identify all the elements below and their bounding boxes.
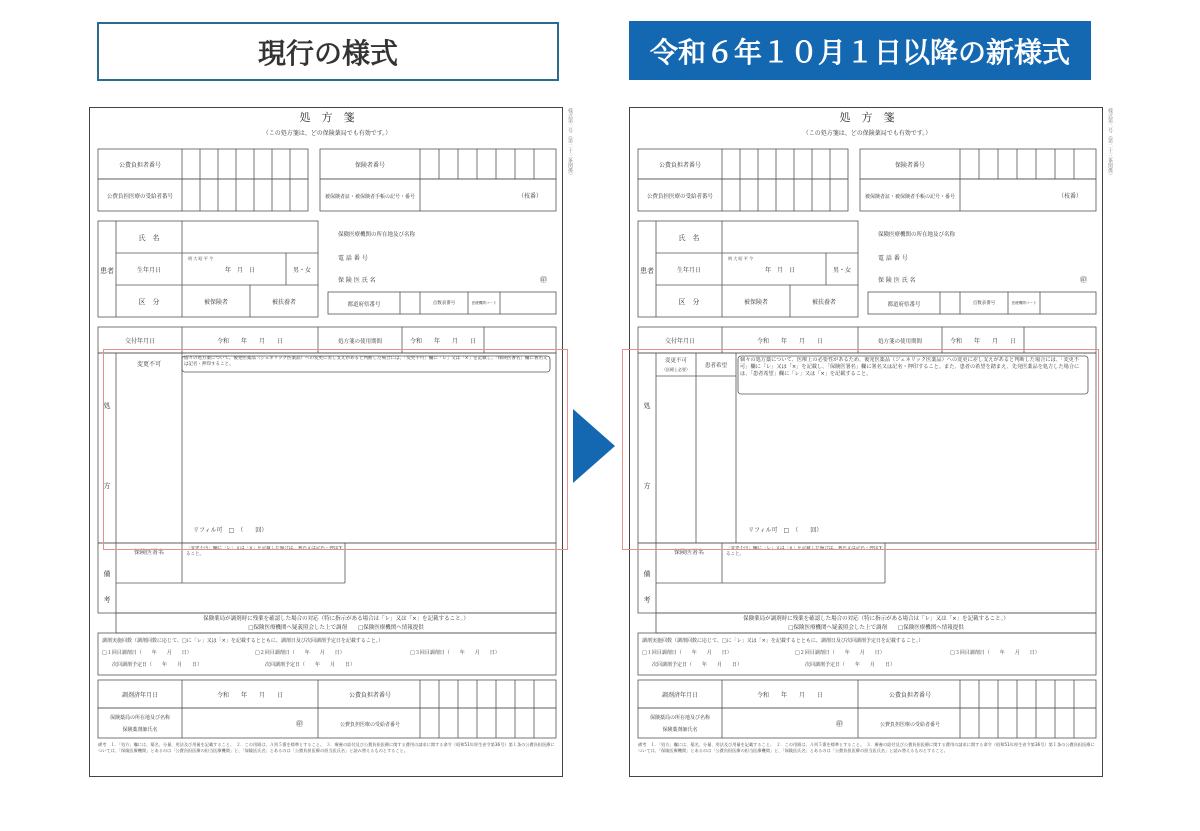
insured-label: 被保険者 <box>743 299 769 306</box>
branch-label: （枝番） <box>517 193 543 200</box>
remarks-label-2: 考 <box>103 596 111 604</box>
change-no-label: 変更不可 <box>136 361 162 368</box>
gender-label: 男・女 <box>832 267 852 274</box>
seal-mark-2: ㊞ <box>836 720 843 728</box>
pharmacy-check: 保険薬局が調剤時に残薬を確認した場合の対応（特に指示がある場合は「レ」又は「×」を記載すること。） <box>743 616 1009 622</box>
first-dispense: □１回目調剤日（ 年 月 日） <box>102 650 192 656</box>
patient-label: 患者 <box>640 267 654 275</box>
next-dispense-2: 次回調剤予定日（ 年 月 日） <box>265 662 356 668</box>
public-payer-label: 公費負担者番号 <box>658 162 702 169</box>
patient-label: 患者 <box>100 267 114 275</box>
issue-date-value: 令和 年 月 日 <box>216 338 284 345</box>
recipient-label: 公費負担医療の受給者番号 <box>879 722 941 728</box>
insured-symbol-label: 被保険者証・被保険者手帳の記号・番号 <box>324 194 416 200</box>
public-recipient-label: 公費負担医療の受給者番号 <box>106 194 174 200</box>
prescription-label-2: 方 <box>643 482 651 490</box>
doctor-label: 保 険 医 氏 名 <box>338 277 376 284</box>
pharmacy-options: □保険医療機関へ疑義照会した上で調剤 □保険医療機関へ情報提供 <box>248 625 424 631</box>
third-dispense: □３回目調剤日（ 年 月 日） <box>410 650 500 656</box>
institution-label: 保険医療機関の所在地及び名称 <box>338 232 416 238</box>
birthdate-label: 生年月日 <box>676 267 702 274</box>
pharmacy-name-label: 保険薬局の所在地及び名称 <box>109 715 171 721</box>
pharmacist-label: 保険薬剤師氏名 <box>122 727 158 733</box>
public-payer-label: 公費負担者番号 <box>118 162 162 169</box>
dispense-count: 調剤実施回数（調剤回数に応じて、□に「レ」又は「×」を記載するとともに、調剤日及び次回調剤予定日を記載すること。） <box>102 638 384 644</box>
form-title: 処 方 箋 <box>839 111 895 124</box>
pharmacist-label: 保険薬剤師氏名 <box>662 727 698 733</box>
inst-code-label: 医療機関コード <box>471 301 497 305</box>
sign-note: 「変更不可」欄に「レ」又は「×」を記載した場合は、署名又は記名・押印すること。 <box>186 546 343 557</box>
birth-ymd: 年 月 日 <box>224 267 256 274</box>
side-caption: 様式第二号（第二十三条関係） <box>1107 108 1113 178</box>
use-period-label: 処方箋の使用期間 <box>337 339 383 345</box>
phone-label: 電 話 番 号 <box>878 255 908 262</box>
current-format-header: 現行の様式 <box>97 22 559 81</box>
remarks-label-2: 考 <box>643 596 651 604</box>
dispense-date-label: 調剤済年月日 <box>121 692 159 699</box>
phone-label: 電 話 番 号 <box>338 255 368 262</box>
pharmacy-options: □保険医療機関へ疑義照会した上で調剤 □保険医療機関へ情報提供 <box>788 625 964 631</box>
pharmacy-name-label: 保険薬局の所在地及び名称 <box>649 715 711 721</box>
pharmacy-check: 保険薬局が調剤時に残薬を確認した場合の対応（特に指示がある場合は「レ」又は「×」を記載すること。） <box>203 616 469 622</box>
issue-date-label: 交付年月日 <box>124 338 156 345</box>
category-label: 区 分 <box>138 298 160 306</box>
refill-label: リフィル可 □ （ 回） <box>193 527 268 534</box>
issue-date-label: 交付年月日 <box>664 338 696 345</box>
use-period-value: 令和 年 月 日 <box>409 338 477 345</box>
doctor-sign-label: 保険医署名 <box>673 549 705 556</box>
form-title: 処 方 箋 <box>299 111 355 124</box>
category-label: 区 分 <box>678 298 700 306</box>
seal-mark: ㊞ <box>540 276 547 284</box>
refill-label: リフィル可 □ （ 回） <box>748 527 823 534</box>
arrow-right-icon <box>573 409 615 483</box>
name-label: 氏 名 <box>678 234 700 242</box>
issue-date-value: 令和 年 月 日 <box>756 338 824 345</box>
institution-label: 保険医療機関の所在地及び名称 <box>878 232 956 238</box>
birth-ymd: 年 月 日 <box>764 267 796 274</box>
insured-label: 被保険者 <box>203 299 229 306</box>
dispense-date-value: 令和 年 月 日 <box>756 692 824 699</box>
side-caption: 様式第二号（第二十三条関係） <box>567 108 573 178</box>
seal-mark-2: ㊞ <box>296 720 303 728</box>
pref-no-label: 都道府県番号 <box>347 302 381 308</box>
dispense-count: 調剤実施回数（調剤回数に応じて、□に「レ」又は「×」を記載するとともに、調剤日及び次回調剤予定日を記載すること。） <box>642 638 924 644</box>
public-payer-label-2: 公費負担者番号 <box>348 692 392 699</box>
score-table-label: 点数表番号 <box>432 301 456 306</box>
next-dispense-1: 次回調剤予定日（ 年 月 日） <box>652 662 743 668</box>
form-subtitle: （この処方箋は、どの保険薬局でも有効です。） <box>262 130 392 137</box>
public-payer-label-2: 公費負担者番号 <box>888 692 932 699</box>
doctor-label: 保 険 医 氏 名 <box>878 277 916 284</box>
change-instructions: 個々の処方薬について、医療上の必要性があるため、後発医薬品（ジェネリック医薬品）への変更に差し支えがあると判断した場合には、「変更不可」欄に「レ」又は「×」を記載し、「保険医署名」欄に署名又は記名・押印すること。また、患者の希望を踏まえ、先発医薬品を処方した場合には、「患者希望」欄に「レ」又は「×」を記載すること。 <box>740 357 1080 377</box>
prescription-label-2: 方 <box>103 482 111 490</box>
era-list: 明 大 昭 平 令 <box>188 256 214 261</box>
new-format-header: 令和６年１０月１日以降の新様式 <box>629 21 1091 80</box>
era-list: 明 大 昭 平 令 <box>728 256 754 261</box>
branch-label: （枝番） <box>1057 193 1083 200</box>
second-dispense: □２回目調剤日（ 年 月 日） <box>255 650 345 656</box>
gender-label: 男・女 <box>292 267 312 274</box>
insured-symbol-label: 被保険者証・被保険者手帳の記号・番号 <box>864 194 956 200</box>
change-no-label: 変更不可 <box>664 358 688 364</box>
prescription-label-1: 処 <box>103 402 111 410</box>
remarks-label-1: 備 <box>643 570 651 578</box>
dispense-date-value: 令和 年 月 日 <box>216 692 284 699</box>
seal-mark: ㊞ <box>1080 276 1087 284</box>
highlight-current-change-area <box>103 349 568 550</box>
inst-code-label: 医療機関コード <box>1011 301 1037 305</box>
dispense-date-label: 調剤済年月日 <box>661 692 699 699</box>
next-dispense-2: 次回調剤予定日（ 年 月 日） <box>805 662 896 668</box>
next-dispense-1: 次回調剤予定日（ 年 月 日） <box>112 662 203 668</box>
use-period-label: 処方箋の使用期間 <box>877 339 923 345</box>
doctor-sign-label: 保険医署名 <box>133 549 165 556</box>
insurer-label: 保険者番号 <box>894 162 926 169</box>
form-notes: 備考 １．「処方」欄には、薬名、分量、用法及び用量を記載すること。 ２．この用紙は、Ａ列５番を標準とすること。 ３．療養の給付及び公費負担医療に関する費用の請求に関する命令（昭和51年厚生省令第36号）第１条の公費負担医療については、「保険医療機関」とあるのは「公費負担医療の担当医療機関」と、「保険医氏名」とあるのは「公費負担医療の担当医氏名」と読み替えるものとすること。 <box>638 742 1095 753</box>
use-period-value: 令和 年 月 日 <box>949 338 1017 345</box>
prescription-label-1: 処 <box>643 402 651 410</box>
name-label: 氏 名 <box>138 234 160 242</box>
change-instructions: 個々の処方薬について、後発医薬品（ジェネリック医薬品）への変更に差し支えがあると判断した場合には、「変更不可」欄に「レ」又は「×」を記載し、「保険医署名」欄に署名又は記名・押印すること。 <box>184 356 548 367</box>
remarks-label-1: 備 <box>103 570 111 578</box>
score-table-label: 点数表番号 <box>972 301 996 306</box>
second-dispense: □２回目調剤日（ 年 月 日） <box>795 650 885 656</box>
third-dispense: □３回目調剤日（ 年 月 日） <box>950 650 1040 656</box>
insurer-label: 保険者番号 <box>354 162 386 169</box>
highlight-new-change-area <box>622 349 1099 550</box>
patient-wish-label: 患者希望 <box>704 363 728 369</box>
form-notes: 備考 １．「処方」欄には、薬名、分量、用法及び用量を記載すること。 ２．この用紙は、Ａ列５番を標準とすること。 ３．療養の給付及び公費負担医療に関する費用の請求に関する命令（昭和51年厚生省令第36号）第１条の公費負担医療については、「保険医療機関」とあるのは「公費負担医療の担当医療機関」と、「保険医氏名」とあるのは「公費負担医療の担当医氏名」と読み替えるものとすること。 <box>98 742 555 753</box>
recipient-label: 公費負担医療の受給者番号 <box>339 722 401 728</box>
sign-note: 「変更不可」欄に「レ」又は「×」を記載した場合は、署名又は記名・押印すること。 <box>726 546 883 557</box>
public-recipient-label: 公費負担医療の受給者番号 <box>646 194 714 200</box>
pref-no-label: 都道府県番号 <box>887 302 921 308</box>
dependent-label: 被扶養者 <box>811 299 837 306</box>
dependent-label: 被扶養者 <box>271 299 297 306</box>
change-no-sub: （医療上必要） <box>662 367 690 372</box>
form-subtitle: （この処方箋は、どの保険薬局でも有効です。） <box>802 130 932 137</box>
birthdate-label: 生年月日 <box>136 267 162 274</box>
first-dispense: □１回目調剤日（ 年 月 日） <box>642 650 732 656</box>
